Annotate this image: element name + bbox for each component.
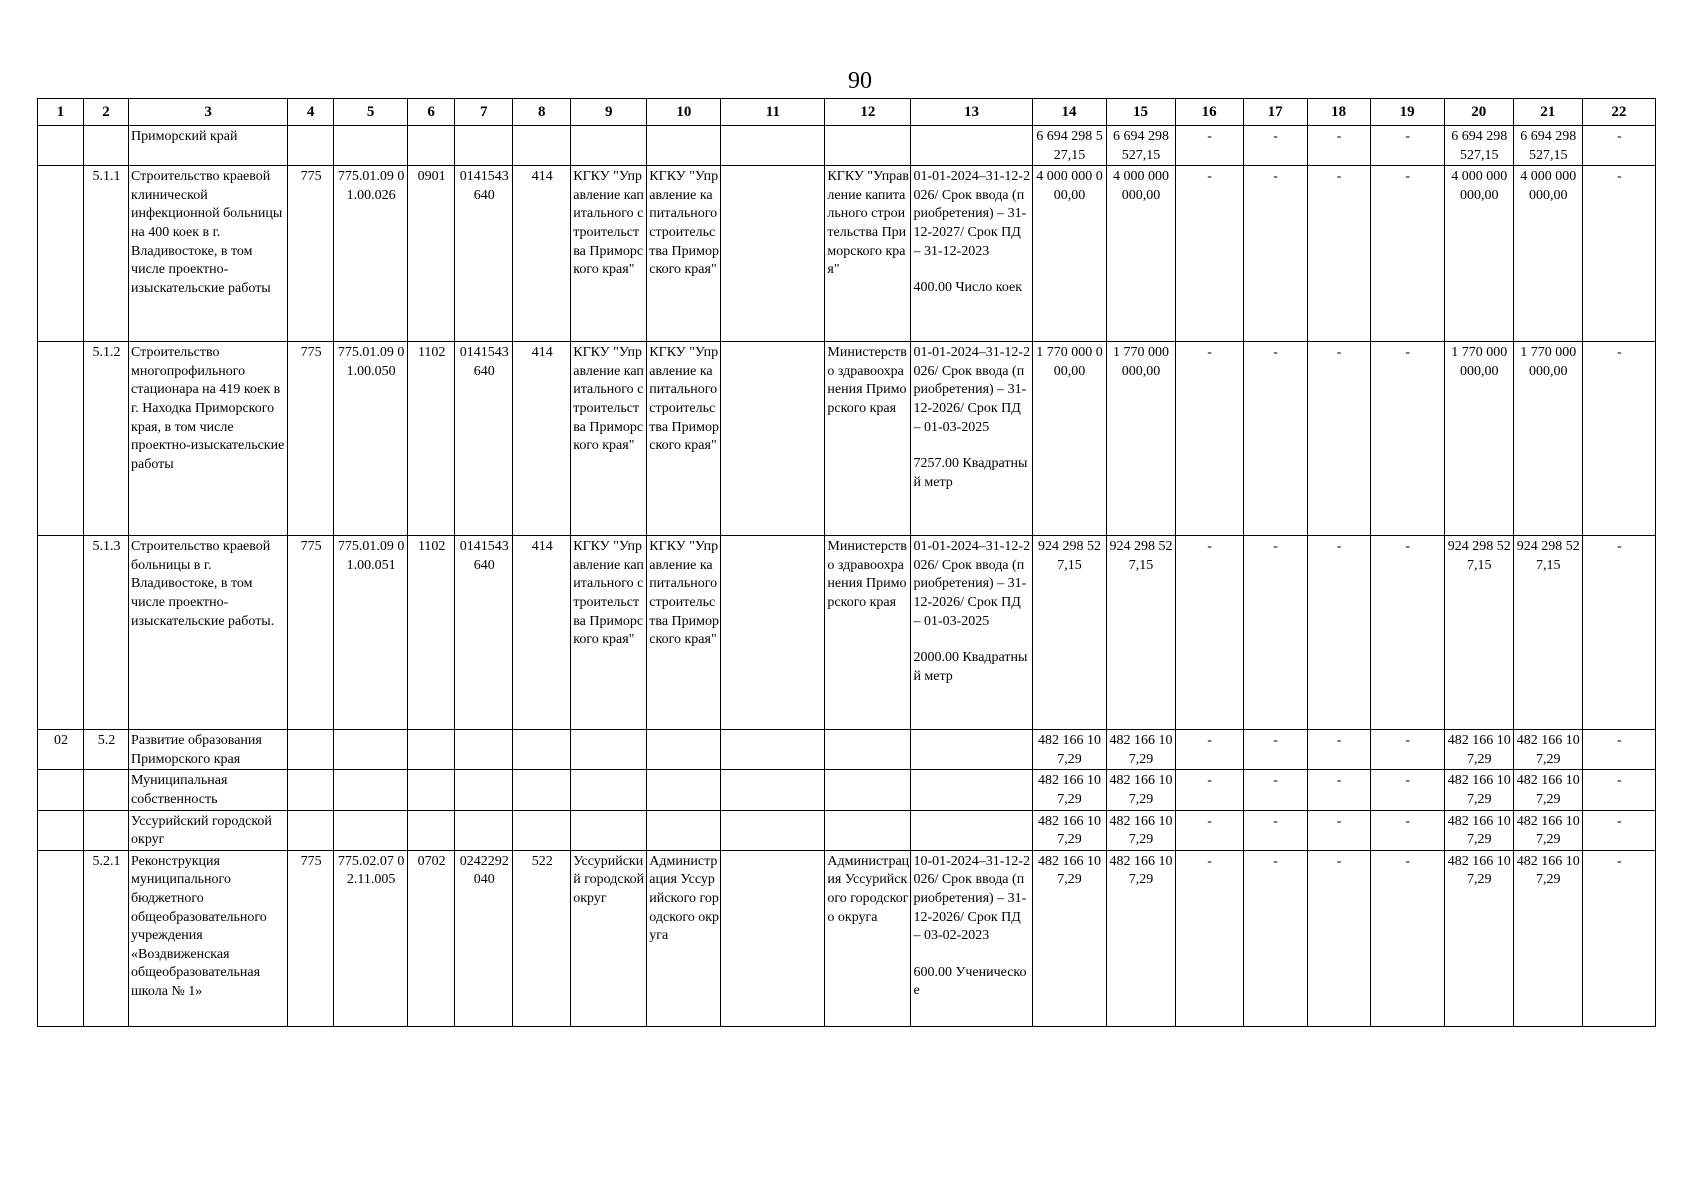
ministry-code — [288, 126, 334, 166]
section-code: 1102 — [408, 342, 455, 536]
responsible-body: Министерство здравоохранения Приморского края — [825, 342, 911, 536]
funding-budget: 4 000 000 000,00 — [1513, 166, 1582, 342]
target-article — [455, 770, 513, 810]
expense-type: 522 — [513, 850, 571, 1026]
column-header: 17 — [1243, 99, 1307, 126]
table-row — [38, 770, 1656, 810]
column-header: 13 — [911, 99, 1032, 126]
column-header: 22 — [1582, 99, 1655, 126]
deadlines — [911, 342, 1032, 536]
value-dash: - — [1370, 810, 1444, 850]
table-row — [38, 850, 1656, 1026]
section-code: 0901 — [408, 166, 455, 342]
item-number: 5.1.1 — [84, 166, 129, 342]
value-dash: - — [1307, 342, 1370, 536]
column-header: 12 — [825, 99, 911, 126]
section-code: 1102 — [408, 536, 455, 730]
responsible-body — [825, 730, 911, 770]
total-cost: 482 166 107,29 — [1032, 850, 1106, 1026]
value-dash: - — [1370, 342, 1444, 536]
expense-type — [513, 730, 571, 770]
object-code: 775.01.09 01.00.026 — [334, 166, 408, 342]
funding-total: 4 000 000 000,00 — [1106, 166, 1175, 342]
section-code — [408, 770, 455, 810]
column-header: 20 — [1444, 99, 1513, 126]
ministry-code: 775 — [288, 536, 334, 730]
expense-type: 414 — [513, 342, 571, 536]
row-code — [38, 850, 84, 1026]
item-name: Строительство многопрофильного стационара на 419 коек в г. Находка Приморского края, в том числе проектно-изыскательские работы — [129, 342, 288, 536]
value-dash: - — [1243, 730, 1307, 770]
responsible-body — [825, 810, 911, 850]
funding-budget: 482 166 107,29 — [1513, 770, 1582, 810]
table-row — [38, 730, 1656, 770]
deadlines — [911, 166, 1032, 342]
total-cost: 482 166 107,29 — [1032, 770, 1106, 810]
value-dash: - — [1243, 166, 1307, 342]
value-dash: - — [1175, 850, 1243, 1026]
target-article — [455, 810, 513, 850]
funding-budget: 482 166 107,29 — [1513, 730, 1582, 770]
deadlines — [911, 810, 1032, 850]
item-number — [84, 126, 129, 166]
value-dash: - — [1175, 166, 1243, 342]
empty-cell — [721, 730, 825, 770]
developer — [647, 810, 721, 850]
target-article: 0141543640 — [455, 342, 513, 536]
customer: КГКУ "Управление капитального строительства Приморского края" — [571, 166, 647, 342]
funding-total: 482 166 107,29 — [1106, 850, 1175, 1026]
funding-total: 482 166 107,29 — [1106, 770, 1175, 810]
item-name: Муниципальная собственность — [129, 770, 288, 810]
value-dash: - — [1582, 810, 1655, 850]
value-dash: - — [1175, 342, 1243, 536]
value-dash: - — [1175, 126, 1243, 166]
value-dash: - — [1243, 770, 1307, 810]
responsible-body: КГКУ "Управление капитального строительства Приморского края" — [825, 166, 911, 342]
funding-total: 1 770 000 000,00 — [1106, 342, 1175, 536]
item-name: Реконструкция муниципального бюджетного общеобразовательного учреждения «Воздвиженская общеобразовательная школа № 1» — [129, 850, 288, 1026]
expense-type: 414 — [513, 536, 571, 730]
funding-year: 1 770 000 000,00 — [1444, 342, 1513, 536]
item-number — [84, 810, 129, 850]
item-number: 5.1.3 — [84, 536, 129, 730]
investment-table — [37, 98, 1656, 1027]
capacity-text: 400.00 Число коек — [913, 280, 1023, 296]
developer — [647, 770, 721, 810]
total-cost: 1 770 000 000,00 — [1032, 342, 1106, 536]
value-dash: - — [1370, 166, 1444, 342]
target-article: 0141543640 — [455, 166, 513, 342]
customer: КГКУ "Управление капитального строительства Приморского края" — [571, 342, 647, 536]
value-dash: - — [1243, 342, 1307, 536]
developer: КГКУ "Управление капитального строительства Приморского края" — [647, 536, 721, 730]
object-code: 775.01.09 01.00.050 — [334, 342, 408, 536]
object-code — [334, 770, 408, 810]
total-cost: 924 298 527,15 — [1032, 536, 1106, 730]
value-dash: - — [1307, 166, 1370, 342]
table-row — [38, 810, 1656, 850]
total-cost: 6 694 298 527,15 — [1032, 126, 1106, 166]
value-dash: - — [1243, 126, 1307, 166]
column-header: 11 — [721, 99, 825, 126]
value-dash: - — [1175, 770, 1243, 810]
row-code — [38, 770, 84, 810]
funding-total: 482 166 107,29 — [1106, 730, 1175, 770]
ministry-code: 775 — [288, 342, 334, 536]
table-row — [38, 126, 1656, 166]
total-cost: 482 166 107,29 — [1032, 730, 1106, 770]
value-dash: - — [1307, 770, 1370, 810]
row-code — [38, 536, 84, 730]
funding-total: 924 298 527,15 — [1106, 536, 1175, 730]
value-dash: - — [1582, 342, 1655, 536]
deadline-text: 01-01-2024–31-12-2026/ Срок ввода (приобретения) – 31-12-2026/ Срок ПД – 01-03-2025 — [913, 539, 1031, 629]
column-header: 21 — [1513, 99, 1582, 126]
developer: КГКУ "Управление капитального строительства Приморского края" — [647, 166, 721, 342]
table-row — [38, 536, 1656, 730]
table-row — [38, 342, 1656, 536]
column-number-row — [38, 99, 1656, 126]
column-header: 5 — [334, 99, 408, 126]
item-number — [84, 770, 129, 810]
row-code — [38, 166, 84, 342]
funding-year: 4 000 000 000,00 — [1444, 166, 1513, 342]
empty-cell — [721, 770, 825, 810]
section-code — [408, 810, 455, 850]
column-header: 2 — [84, 99, 129, 126]
item-number: 5.2 — [84, 730, 129, 770]
value-dash: - — [1370, 126, 1444, 166]
funding-year: 482 166 107,29 — [1444, 730, 1513, 770]
funding-year: 6 694 298 527,15 — [1444, 126, 1513, 166]
funding-budget: 6 694 298 527,15 — [1513, 126, 1582, 166]
row-code — [38, 126, 84, 166]
value-dash: - — [1307, 730, 1370, 770]
value-dash: - — [1582, 166, 1655, 342]
target-article — [455, 730, 513, 770]
total-cost: 4 000 000 000,00 — [1032, 166, 1106, 342]
funding-year: 924 298 527,15 — [1444, 536, 1513, 730]
item-name: Развитие образования Приморского края — [129, 730, 288, 770]
value-dash: - — [1582, 850, 1655, 1026]
empty-cell — [721, 126, 825, 166]
value-dash: - — [1370, 850, 1444, 1026]
table-row — [38, 166, 1656, 342]
responsible-body: Министерство здравоохранения Приморского края — [825, 536, 911, 730]
ministry-code — [288, 770, 334, 810]
deadline-text: 01-01-2024–31-12-2026/ Срок ввода (приобретения) – 31-12-2026/ Срок ПД – 01-03-2025 — [913, 345, 1031, 435]
value-dash: - — [1175, 810, 1243, 850]
funding-budget: 482 166 107,29 — [1513, 810, 1582, 850]
object-code — [334, 810, 408, 850]
deadlines — [911, 770, 1032, 810]
column-header: 3 — [129, 99, 288, 126]
item-name: Строительство краевой больницы в г. Владивостоке, в том числе проектно-изыскательские работы. — [129, 536, 288, 730]
target-article: 0141543640 — [455, 536, 513, 730]
ministry-code — [288, 810, 334, 850]
column-header: 10 — [647, 99, 721, 126]
value-dash: - — [1175, 730, 1243, 770]
funding-budget: 1 770 000 000,00 — [1513, 342, 1582, 536]
funding-total: 6 694 298 527,15 — [1106, 126, 1175, 166]
empty-cell — [721, 342, 825, 536]
ministry-code: 775 — [288, 850, 334, 1026]
funding-year: 482 166 107,29 — [1444, 770, 1513, 810]
capacity-text: 600.00 Ученическое — [913, 964, 1027, 999]
customer: Уссурийский городской округ — [571, 850, 647, 1026]
column-header: 15 — [1106, 99, 1175, 126]
value-dash: - — [1307, 536, 1370, 730]
item-number: 5.1.2 — [84, 342, 129, 536]
section-code — [408, 730, 455, 770]
value-dash: - — [1582, 126, 1655, 166]
target-article: 0242292040 — [455, 850, 513, 1026]
value-dash: - — [1582, 730, 1655, 770]
customer — [571, 770, 647, 810]
column-header: 4 — [288, 99, 334, 126]
value-dash: - — [1582, 536, 1655, 730]
value-dash: - — [1307, 850, 1370, 1026]
item-number: 5.2.1 — [84, 850, 129, 1026]
item-name: Строительство краевой клинической инфекционной больницы на 400 коек в г. Владивостоке, в том числе проектно-изыскательские работы — [129, 166, 288, 342]
column-header: 6 — [408, 99, 455, 126]
value-dash: - — [1307, 810, 1370, 850]
object-code — [334, 126, 408, 166]
developer — [647, 730, 721, 770]
column-header: 8 — [513, 99, 571, 126]
value-dash: - — [1175, 536, 1243, 730]
column-header: 16 — [1175, 99, 1243, 126]
value-dash: - — [1370, 536, 1444, 730]
object-code: 775.01.09 01.00.051 — [334, 536, 408, 730]
customer — [571, 810, 647, 850]
object-code: 775.02.07 02.11.005 — [334, 850, 408, 1026]
expense-type: 414 — [513, 166, 571, 342]
empty-cell — [721, 536, 825, 730]
row-code — [38, 342, 84, 536]
empty-cell — [721, 850, 825, 1026]
funding-budget: 924 298 527,15 — [1513, 536, 1582, 730]
ministry-code — [288, 730, 334, 770]
expense-type — [513, 810, 571, 850]
developer — [647, 126, 721, 166]
empty-cell — [721, 810, 825, 850]
value-dash: - — [1243, 810, 1307, 850]
responsible-body — [825, 770, 911, 810]
page-number: 90 — [848, 68, 872, 94]
value-dash: - — [1370, 730, 1444, 770]
column-header: 7 — [455, 99, 513, 126]
developer: Администрация Уссурийского городского округа — [647, 850, 721, 1026]
deadline-text: 10-01-2024–31-12-2026/ Срок ввода (приобретения) – 31-12-2026/ Срок ПД – 03-02-2023 — [913, 853, 1031, 944]
empty-cell — [721, 166, 825, 342]
responsible-body: Администрация Уссурийского городского округа — [825, 850, 911, 1026]
customer — [571, 126, 647, 166]
row-code: 02 — [38, 730, 84, 770]
customer — [571, 730, 647, 770]
column-header: 14 — [1032, 99, 1106, 126]
value-dash: - — [1243, 536, 1307, 730]
funding-year: 482 166 107,29 — [1444, 850, 1513, 1026]
responsible-body — [825, 126, 911, 166]
item-name: Уссурийский городской округ — [129, 810, 288, 850]
deadlines — [911, 850, 1032, 1026]
column-header: 19 — [1370, 99, 1444, 126]
expense-type — [513, 770, 571, 810]
object-code — [334, 730, 408, 770]
section-code: 0702 — [408, 850, 455, 1026]
total-cost: 482 166 107,29 — [1032, 810, 1106, 850]
row-code — [38, 810, 84, 850]
ministry-code: 775 — [288, 166, 334, 342]
funding-year: 482 166 107,29 — [1444, 810, 1513, 850]
deadlines — [911, 730, 1032, 770]
customer: КГКУ "Управление капитального строительства Приморского края" — [571, 536, 647, 730]
deadlines — [911, 126, 1032, 166]
funding-total: 482 166 107,29 — [1106, 810, 1175, 850]
column-header: 1 — [38, 99, 84, 126]
expense-type — [513, 126, 571, 166]
column-header: 18 — [1307, 99, 1370, 126]
deadlines — [911, 536, 1032, 730]
item-name: Приморский край — [129, 126, 288, 166]
value-dash: - — [1243, 850, 1307, 1026]
funding-budget: 482 166 107,29 — [1513, 850, 1582, 1026]
capacity-text: 7257.00 Квадратный метр — [913, 456, 1028, 490]
capacity-text: 2000.00 Квадратный метр — [913, 650, 1028, 684]
section-code — [408, 126, 455, 166]
value-dash: - — [1370, 770, 1444, 810]
column-header: 9 — [571, 99, 647, 126]
value-dash: - — [1582, 770, 1655, 810]
target-article — [455, 126, 513, 166]
developer: КГКУ "Управление капитального строительства Приморского края" — [647, 342, 721, 536]
value-dash: - — [1307, 126, 1370, 166]
deadline-text: 01-01-2024–31-12-2026/ Срок ввода (приобретения) – 31-12-2027/ Срок ПД – 31-12-2023 — [913, 169, 1031, 259]
